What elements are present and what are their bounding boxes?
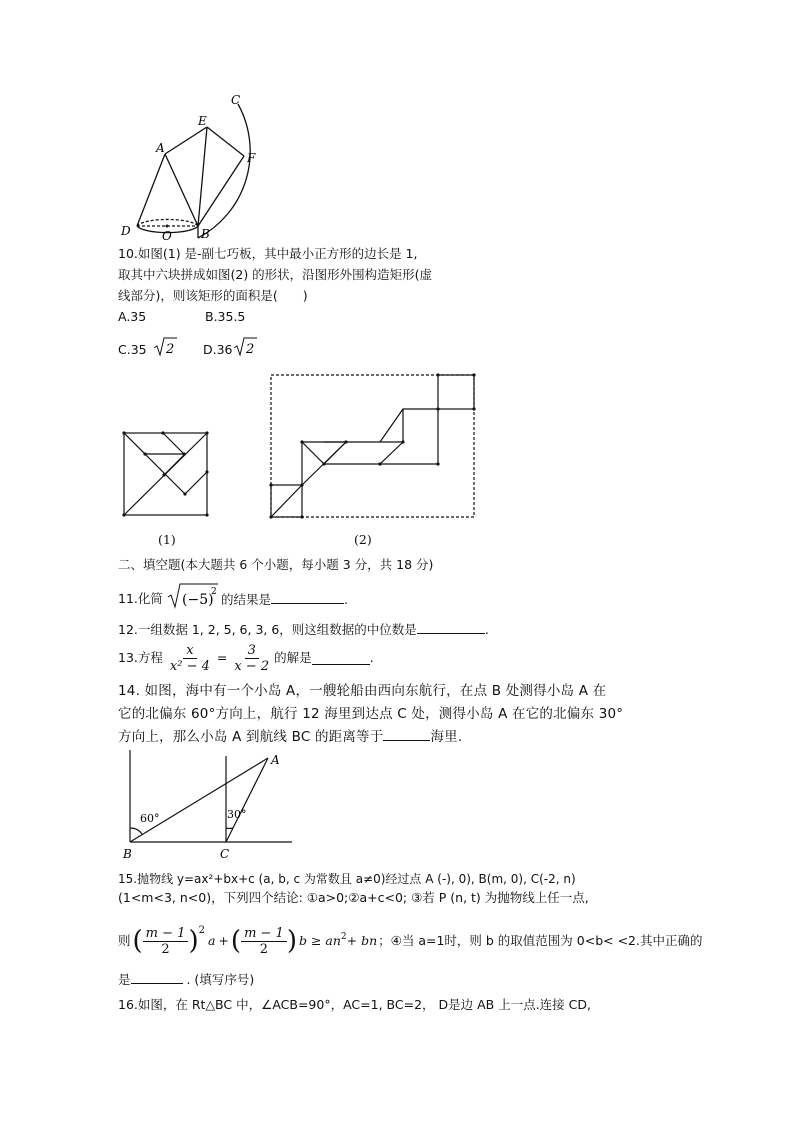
q11-suffix: [221, 590, 348, 609]
caption-figure-1: (1): [158, 532, 176, 547]
line-ef: [207, 127, 244, 156]
q15-answer-blank: [131, 970, 183, 984]
q10-option-d-sqrt: [232, 336, 258, 358]
q15-an-square: 2: [340, 932, 347, 942]
q15-frac2-num: m − 1: [241, 926, 287, 942]
q14-angle-30: 30°: [227, 808, 247, 821]
q13-answer-blank: [312, 651, 370, 665]
q10-option-a: A.35: [118, 309, 147, 324]
q15-paren-open-1: (: [132, 926, 143, 956]
q14-line2: 它的北偏东 60°方向上，航行 12 海里到达点 C 处，测得小岛 A 在它的北偏东 30°: [118, 706, 624, 722]
q15-inequality: b ≥ an: [298, 933, 341, 948]
q14-answer-blank: [383, 727, 430, 741]
q13-frac1-den: x² − 4: [169, 658, 210, 674]
tangram-figure-1: [118, 428, 214, 520]
q13-fraction-1: [167, 643, 213, 674]
q15-line3: [118, 918, 703, 964]
q12-end: .: [484, 622, 489, 637]
q12-text: 12.一组数据 1, 2, 5, 6, 3, 6，则这组数据的中位数是: [118, 622, 417, 637]
q14-line3: [118, 727, 462, 747]
q15-plus-bn: + bn: [346, 933, 378, 948]
tangram-para-top: [163, 433, 184, 454]
q15-fraction-1: [143, 926, 189, 957]
line-ae: [165, 127, 207, 154]
q10-option-c: [118, 341, 147, 359]
q15-frac1-num: m − 1: [143, 926, 189, 942]
q13-end: .: [369, 650, 374, 665]
q11-prefix: 11.化简: [118, 591, 163, 606]
q13-fraction-2: [231, 643, 272, 674]
point-o: [166, 225, 169, 228]
q14-label-c: C: [220, 847, 230, 861]
q15-line4-suffix: . (填写序号): [182, 972, 255, 987]
label-d: D: [121, 224, 131, 238]
q15-line4-prefix: 是: [118, 972, 131, 987]
q10-option-d: [203, 341, 233, 359]
line-eb: [198, 127, 207, 226]
angle-arc-b: [130, 828, 142, 834]
q10-line2: 取其中六块拼成如图(2) 的形状，沿图形外围构造矩形(虚: [118, 267, 433, 282]
q13-frac2-num: 3: [245, 643, 259, 659]
q10-option-d-prefix: D.36: [203, 342, 233, 357]
section2-heading: 二、填空题(本大题共 6 个小题，每小题 3 分，共 18 分): [118, 557, 434, 572]
q11-answer-blank: [271, 590, 344, 604]
q15-frac1-den: 2: [161, 941, 170, 957]
q15-line2: (1<m<3, n<0)，下列四个结论: ①a>0;②a+c<0; ③若 P (n, t) 为抛物线上任一点,: [118, 890, 589, 905]
line-bf: [198, 156, 244, 226]
q10-option-c-prefix: C.35: [118, 342, 147, 357]
q10-line1: 10.如图(1) 是-副七巧板，其中最小正方形的边长是 1,: [118, 246, 418, 261]
q14-line3-prefix: 方向上，那么小岛 A 到航线 BC 的距离等于: [118, 729, 384, 745]
q15-plus: +: [218, 933, 229, 948]
q15-line3-suffix: ；④当 a=1时，则 b 的取值范围为 0<b< <2.其中正确的: [378, 933, 703, 948]
label-b: B: [201, 227, 210, 241]
q11-suffix-text: 的结果是: [221, 592, 272, 607]
cone-side-ad: [137, 154, 165, 226]
q13-line: [118, 640, 374, 676]
q11-exponent: 2: [211, 587, 217, 597]
tangram-para-right: [185, 472, 207, 494]
q14-figure: [116, 748, 296, 862]
q10-option-d-radicand: 2: [246, 342, 255, 357]
q15-paren-close-1: ): [188, 926, 199, 956]
q11-radicand: (−5): [182, 592, 214, 608]
q10-option-c-sqrt: [152, 336, 178, 358]
label-e: E: [198, 114, 207, 128]
caption-figure-2: (2): [354, 532, 372, 547]
q13-suffix: 的解是: [274, 650, 312, 665]
q11-sqrt-expression: [166, 582, 222, 610]
q15-line3-prefix: 则: [118, 933, 131, 948]
label-c: C: [231, 93, 241, 107]
q14-angle-60: 60°: [140, 812, 160, 825]
q13-frac2-den: x − 2: [234, 658, 270, 674]
label-a: A: [156, 141, 165, 155]
q15-a: a: [207, 933, 216, 948]
q16-line1: 16.如图，在 Rt△BC 中，∠ACB=90°，AC=1, BC=2， D是边 AB 上一点.连接 CD,: [118, 997, 591, 1012]
tangram-figure-2: [265, 368, 480, 524]
q15-paren-close-2: ): [286, 926, 297, 956]
q11-end: .: [344, 592, 348, 607]
q14-label-b: B: [123, 847, 132, 861]
q14-line3-suffix: 海里.: [430, 729, 463, 745]
q15-paren-open-2: (: [230, 926, 242, 956]
tangram-square-right: [164, 454, 185, 475]
q15-frac2-den: 2: [259, 941, 269, 957]
q10-line3: 线部分)，则该矩形的面积是( ): [118, 288, 308, 303]
q12-line: [118, 620, 489, 639]
q13-equals: =: [216, 650, 228, 665]
q15-line4: [118, 970, 254, 989]
q14-label-a: A: [271, 753, 280, 767]
q12-answer-blank: [417, 620, 485, 634]
label-f: F: [247, 151, 256, 165]
fig2-small-square-top: [438, 375, 474, 409]
q15-line1: 15.抛物线 y=ax²+bx+c (a, b, c 为常数且 a≠0)经过点 A (-), 0), B(m, 0), C(-2, n): [118, 872, 576, 886]
q10-option-b: B.35.5: [205, 309, 246, 324]
q13-frac1-num: x: [183, 643, 196, 659]
q13-prefix: 13.方程: [118, 650, 163, 665]
q10-option-c-radicand: 2: [166, 342, 175, 357]
q14-line1: 14. 如图，海中有一个小岛 A，一艘轮船由西向东航行，在点 B 处测得小岛 A 在: [118, 683, 607, 699]
cone-figure: [110, 92, 270, 244]
q15-square: 2: [198, 925, 205, 936]
cone-side-ab: [165, 154, 198, 226]
label-o: O: [162, 229, 172, 243]
q15-fraction-2: [241, 926, 287, 957]
